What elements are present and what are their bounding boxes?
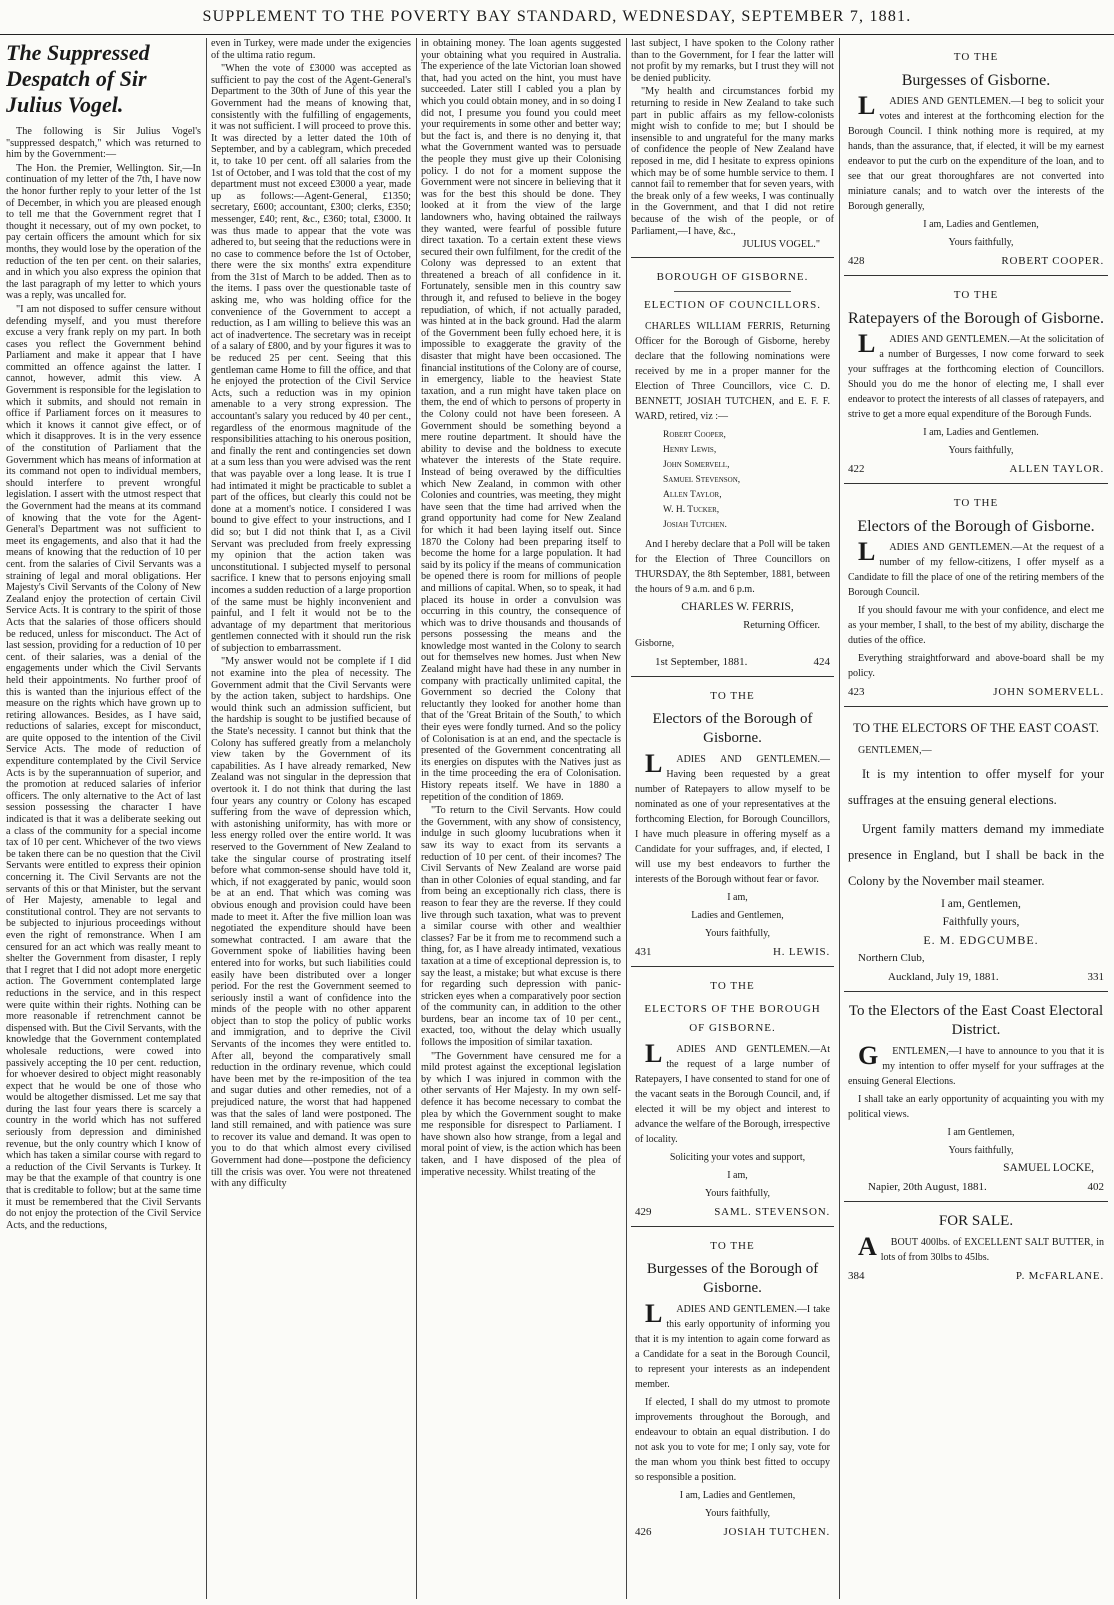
advert-heading: Electors of the Borough of Gisborne. [652,710,813,746]
advert-heading: Ratepayers of the Borough of Gisborne. [848,310,1104,327]
article-paragraph: "To return to the Civil Servants. How could the Government, with any show of consistency, indulge in such gloomy lucubrations when it saw its way to exact from its servants a reduction of 10 per cent. of their incomes? The Civil Servants of New Zealand are worse paid than in other Colonies of equal standing, and far from being an exceptionally rich class, there is reason to fear they are the reverse. If they could live through such taxation, what was to prevent a similar course with other and wealthier classes? Far be it from me to recommend such a thing, for, as I have already intimated, vexatious taxation at a time of exceptional depression is, to say the least, a mistake; but what excuse is there for regarding such depression with panic-stricken eyes when a comparatively poor section of the community can, in addition to the other burdens, bear an income tax of 10 per cent., exacted, too, without the delay which usually follows the imposition of similar taxation. [421,805,621,1049]
advert-locke [844,992,1108,1202]
nominee: John Somervell, [663,459,730,470]
borough-election-notice [631,258,834,677]
signer-role: Returning Officer. [743,619,820,631]
notice-date: 1st September, 1881. [655,655,748,668]
closing: Soliciting your votes and support, [669,1151,806,1163]
closing: Yours faithfully, [704,927,770,939]
nominee: W. H. Tucker, [663,504,720,515]
advert-number: 402 [1087,1181,1104,1193]
poll-notice: And I hereby declare that a Poll will be taken for the Election of Three Councillors on THURSDAY, the 8th September, 1881, between the hours of 9 a.m. and 6 p.m. [635,538,830,595]
closing: I am, [727,891,748,903]
advert-taylor [844,276,1108,484]
nominee: Josiah Tutchen. [663,519,727,530]
advert-number: 431 [635,945,652,958]
closing: Yours faithfully, [704,1187,770,1199]
advert-to: TO THE [953,289,999,301]
closing: Yours faithfully, [948,445,1014,456]
advert-body: A BOUT 400lbs. of EXCELLENT SALT BUTTER, in lots of from 30lbs to 45lbs. [858,1232,1104,1263]
closing: Yours faithfully, [704,1507,770,1519]
advert-number: 426 [635,1525,652,1538]
closing: I am, Ladies and Gentlemen, [923,219,1039,230]
advert-heading: Burgesses of the Borough of Gisborne. [646,1260,819,1296]
advert-signer: P. McFARLANE. [1015,1270,1104,1282]
article-intro: The following is Sir Julius Vogel's "suppressed despatch," which was returned to him by the Government:— [6,126,201,161]
advert-body: L ADIES AND GENTLEMEN.—I take this early opportunity of informing you that it is my intention to again come forward as a Candidate for a seat in the Borough Council, to represent your interests as an independent member. [635,1298,830,1390]
advert-body: L ADIES AND GENTLEMEN.—At the request of a number of my fellow-citizens, I offer myself as a Candidate to fill the place of one of the retiring members of the Borough Council. [848,537,1104,598]
advert-number: 384 [848,1270,865,1282]
advert-lewis [631,677,834,967]
advert-number: 331 [1087,971,1104,983]
advert-body: L ADIES AND GENTLEMEN.—I beg to solicit your votes and interest at the forthcoming election for the Borough Council. I think nothing more is required, at my hands, than the assurance, that, if elected, it will be my earnest endeavor to put the curb on the expenditure of the loan, and to see that our great thoroughfares are not converted into miniature canals; and to watch over the interests of the Borough generally, [848,91,1104,212]
advert-heading: TO THE ELECTORS OF THE EAST COAST. [853,720,1099,735]
advert-heading: Burgesses of Gisborne. [901,72,1051,89]
article-paragraph: "The Government have censured me for a mild protest against the exceptional legislation by which I was injured in common with the other servants of Her Majesty. In my own self-defence it has become necessary to combat the plea by which the Government sought to make me responsible for disrespect to Parliament. I have shown also how strange, from a legal and moral point of view, is the action which has been taken, and I have disposed of the plea of imperative necessity. Whilst treating of the [421,1050,621,1178]
advert-cooper [844,38,1108,276]
nominee-list [635,428,830,533]
advert-signer: H. LEWIS. [773,945,830,958]
advert-tutchen [631,1227,834,1546]
notice-heading: BOROUGH OF GISBORNE. [656,270,809,283]
advert-to: TO THE [710,689,755,702]
advert-signer: JOSIAH TUTCHEN. [723,1525,830,1538]
notice-body: CHARLES WILLIAM FERRIS, Returning Officer for the Borough of Gisborne, hereby declare that the following nominations were received by me in a proper manner for the Election of Three Councillors, vice C. D. BENNETT, JOSIAH TUTCHEN, and E. F. F. WARD, retired, viz :— [635,320,830,422]
advert-body: If you should favour me with your confidence, and elect me as your member, I shall, to the best of my ability, discharge the duties of the office. [848,605,1104,646]
advert-salutation: GENTLEMEN,— [858,745,932,756]
advert-signer: ALLEN TAYLOR. [1009,463,1104,475]
advert-heading: FOR SALE. [938,1213,1014,1229]
despatch-column-3 [421,38,621,1599]
advert-body: Urgent family matters demand my immediate presence in England, but I shall be back in the Colony by the November mail steamer. [848,822,1104,888]
advert-to: TO THE [953,497,999,509]
article-paragraph: "I am not disposed to suffer censure without defending myself, and you must therefore excuse a very frank reply on my part. In both cases you reflect the Government behind Parliament and make it appear that I have committed an offence against the latter. I cannot, however, admit this view. A Government is responsible for the legislation to which it submits, and should not remain in office if Parliament forces on it measures to which it knows it cannot give effect, or of which it disapproves. It is in the very essence of the constitution of Parliament that the Government which has means of information at its command not open to individual members, should interfere to prevent wrongful legislation. I assert with the utmost respect that the Government had the means at its command of knowing that the vote for the Agent-General's Department was not sufficient to meet its engagements, and also that it had the means of knowing that the reduction of 10 per cent. from the salaries of Civil Servants was a straining of legal and moral obligations. Her Majesty's Civil Servants of the Colony of New Zealand enjoy the protection of certain Civil Service Acts. It is contrary to the spirit of those Acts that the salaries of those officers should be reduced, unless for misconduct. The Act of last session, providing for a reduction of 10 per cent. of their salaries, was a denial of the engagements under which the Civil Servants held their appointments. No further proof of this is wanted than the injurious effect of the measure on the rights which have grown up to retiring allowances. Besides, as I have said, reductions of salaries, except for misconduct, are quite opposed to the intention of the Civil Service Acts. The mode of reduction of expenditure contemplated by the Civil Service Acts is by the superannuation of superior, and the promotion at reduced salaries of inferior officers. The only alternative to the Act of last session possessing the character I have indicated is that it was a deliberate seeking out a class of the community for a special income tax of 10 per cent. Whichever of the two views be taken there can be no question that the Civil Servants were entitled to express their opinion concerning it. The Civil Servants are not the servants of this or that Minister, but the servant of Her Majesty, amenable to legal and constitutional control. They are not servants to be subjected to injurious proceedings without even the right of remonstrance. When I am censured for an act which was really meant to shelter the Government from disaster, I reply that I regret that I did not adopt more energetic action. The Government contemplated large reductions in the service, and in this respect were quite within their rights. Nothing can be more reasonable if retrenchment cannot be dispensed with. But the Civil Servants, with the knowledge that the Government contemplated wholesale reductions, were cowed into passively accepting the 10 per cent. reduction, for whoever desired to object might reasonably expect that he would be one of those who would be altogether dismissed. Let me say that during the last four years there is scarcely a country in the world which has not suffered seriously from depression and diminished revenue, but the only country which I know of which has taken a similar course with regard to a reduction of the Civil Servants is Turkey. It may be that the example of that country is one that is creditable to follow; but at the same time it must be remembered that the Civil Servants do not enjoy the protection of the Civil Service Acts, and the reductions, [6,303,201,1231]
advert-heading: To the Electors of the East Coast Electoral District. [848,1003,1104,1038]
article-paragraph: "My answer would not be complete if I did not examine into the plea of necessity. The Government admit that the Civil Servants were by the action taken, subject to hardships. One would think such an admission sufficient, but the hardship is sought to be justified because of the State's necessity. I cannot but think that the Colony has suffered greatly from a melancholy view taken by the Government of its capabilities. As I have already remarked, New Zealand was not singular in the depression that overtook it. I do not think that during the last four years any country or Colony has escaped suffering from the wave of depression which, with astonishing uniformity, has with more or less energy rolled over the entire world. It was reserved to the Government of New Zealand to take the singular course of prostrating itself before what common-sense should have told it, which, if not exaggerated by panic, would soon be at an end. That which was coming was obvious enough and provision could have been made to meet it. After the five million loan was negotiated the expenditure should have been somewhat contracted. I am aware that the Government spoke of liabilities having been entered into for works, but such liabilities could easily have been distributed over a longer period. For the rest the Government seemed to seriously instil a want of confidence into the minds of the people with no other apparent object than to stop the policy of public works and immigration, and to deprive the Civil Servants of the incomes they were entitled to. After all, beyond the comparatively small reduction in the ordinary revenue, which could have been met by the re-imposition of the tea and sugar duties and other remedies, not of a prejudiced nature, the worst that had happened was that the sales of land were postponed. The land still remained, and with patience was sure to recover its value and demand. It was open to you to do that which almost every civilised Government had done—postpone the deficiency till the crisis was over. You were not threatened with any difficulty [211,656,411,1190]
despatch-column-2 [211,38,411,1599]
advert-club: Northern Club, [858,952,925,964]
advert-stevenson [631,967,834,1227]
advert-body: L ADIES AND GENTLEMEN.—At the request of a large number of Ratepayers, I have consented to stand for one of the vacant seats in the Borough Council, and, if elected it will be my object and interest to advance the welfare of the Borough, irrespective of locality. [635,1038,830,1145]
nominee: Robert Cooper, [663,429,726,440]
article-paragraph: "When the vote of £3000 was accepted as sufficient to pay the cost of the Agent-General's Department to the 30th of June of this year the Government had the means of knowing that, consistently with the fulfilling of engagements, it was not sufficient. I will proceed to prove this. It was directed by a letter dated the 10th of September, and by a cablegram, which preceded it, to take 10 per cent. off all salaries from the 1st of October, and I was told that the cost of my department must not exceed £3000 a year, made up as follows:—Agent-General, £1350; secretary, £600; accountant, £300; clerks, £350; messenger, £40; rent, &c., £360; total, £3000. It was thus made to appear that the vote was adhered to, but seeing that the reductions were in no case to commence before the 1st of October, there were the six months' extra expenditure from the 31st of March to be added. Then as to the items. I pass over the questionable taste of asking me, who was holding office for the convenience of the Government to accept a reduction, as I am willing to believe this was an act of inadvertence. The secretary was in receipt of a salary of £800, and by your figures it was to be reduced 25 per cent. Seeing that this gentleman came Home to fill the office, and that he enjoyed the protection of the Civil Service Acts, such a reduction was in my opinion amenable to a very strong expression. The accountant's salary you reduced by 40 per cent., regardless of the enormous magnitude of the responsibilities attaching to his onerous position, and finally the rent and contingencies set down at a sum less than you were advised was the rent that was payable over a long lease. It is true I had intimated it might be practicable to sublet a part of the offices, but clearly this could not be done at a moment's notice. I considered I was bound to give effect to your instructions, and I did so; but I did not think that I, as a Civil Servant was precluded from freely expressing my opinion that the action taken was unconstitutional. I subjected myself to personal sacrifice. I knew that to persons enjoying small incomes a sudden reduction of a large proportion of the same must be highly inconvenient and painful, and I felt it would not be to the advantage of my department that meritorious gentlemen connected with it should run the risk of subjection to embarrassment. [211,63,411,654]
nominee: Samuel Stevenson, [663,474,741,485]
advert-to: TO THE [710,1239,755,1252]
advert-body: I shall take an early opportunity of acquainting you with my political views. [848,1094,1104,1120]
advert-body: It is my intention to offer myself for your suffrages at the ensuing general elections. [848,767,1104,807]
advert-date: Auckland, July 19, 1881. [888,971,999,983]
article-paragraph: in obtaining money. The loan agents suggested your obtaining what you required in Australia. The experience of the late Victorian loan showed that, had you acted on the hint, you must have succeeded. Later still I cabled you a plan by which you could obtain money, and in so doing I did not, I presume you found you could meet your requirements in some other and better way; but the fact is, and there is no denying it, that what the Government wanted was to persuade the people they must give up their Colonising policy. I do not for a moment suppose the Government were not sincere in believing that it was for the best this should be done. They looked at it from the view of the large landowners who, having obtained the railways they wanted, were fearful of possible future direct taxation. To a certain extent these views secured their own fulfilment, for the credit of the Colony was depressed to an extent that threatened a breach of all confidence in it. Fortunately, sensible men in this country saw through it, and refused to believe in the bogey repudiation, of which, if not actually paraded, was hinted at in the back ground. Had the alarm of the Government been fully echoed here, it is impossible to exaggerate the gravity of the disaster that might have been occasioned. The financial institutions of the Colony are of course, in emergency, liable to the heaviest State taxation, and a run might have taken place on them, the end of which to persons of property in the Colony could not have been foreseen. A Government should be something beyond a mere routine department. It should have the ability to devise and the boldness to execute whatever the interests of the State require. Instead of being overawed by the difficulties which New Zealand, in common with other Colonies and countries, was meeting, they might have seen that the time had arrived when the grand opportunity had come for New Zealand for which it had been laying itself out. Since 1870 the Colony had been preparing itself to become the home for a large population. It had said by its policy if the means of communication be opened there is room for millions of people and millions of capital. When, so to speak, it had placed its house in order a convulsion was occurring in this country, the consequence of which was to drive thousands and thousands of persons possessing the means and the knowledge most wanted in the Colony to search out for themselves new homes. Just when New Zealand might have had these in any number in company with practically unlimited capital, the Government so decried the Colony that reluctantly they looked for another home than that of the 'Great Britain of the South,' to which their eyes were fondly turned. And so the policy of Colonisation is at an end, and the spectacle is presented of the Government concentrating all its energies on disputes with the Natives just as in the time proceeding the era of Colonisation. History repeats itself. We have in 1880 a repetition of the condition of 1869. [421,38,621,803]
article-paragraph: last subject, I have spoken to the Colony rather than to the Government, for I fear the latter will not profit by my remarks, but I trust they will not be denied publicity. [631,38,834,84]
advert-to: TO THE [710,979,755,992]
nominee: Henry Lewis, [663,444,717,455]
closing: Yours faithfully, [948,237,1014,248]
advert-body: G ENTLEMEN,—I have to announce to you that it is my intention to offer myself for your suffrages at the ensuing General Elections. [848,1041,1104,1087]
article-signature: JULIUS VOGEL." [631,239,834,258]
closing: Ladies and Gentlemen, [691,909,784,921]
advert-edgcumbe [844,707,1108,992]
advert-signer: ROBERT COOPER. [1001,255,1104,267]
article-paragraph: "My health and circumstances forbid my returning to reside in New Zealand to take such part in public affairs as my fellow-colonists might wish to confide to me; but I should be insensible to and ungrateful for the many marks of confidence the people of New Zealand have reposed in me, did I hesitate to express opinions which may be of some humble service to them. I cannot fail to remember that for seven years, with the break only of a few weeks, I was continually in the Government, and that I did not retire because of the wish of the people, or of Parliament,—I have, &c., [631,86,834,237]
advert-number: 429 [635,1205,652,1218]
nominee: Allen Taylor, [663,489,722,500]
closing: I am, [727,1169,748,1181]
advert-signer: E. M. EDGCUMBE. [923,933,1039,947]
advert-signer: SAML. STEVENSON. [714,1205,830,1218]
advert-body: L ADIES AND GENTLEMEN.—Having been requested by a great number of Ratepayers to allow myself to be nominated as one of your representatives at the forthcoming Election, for Borough Councillors, I have much pleasure in offering myself as a Candidate for your suffrages, and, if elected, I will use my best endeavors to further the interests of the Borough without fear or favor. [635,748,830,885]
notice-subheading: ELECTION OF COUNCILLORS. [643,298,822,311]
notice-number: 424 [813,655,830,668]
advert-for-sale [844,1202,1108,1290]
closing: I am Gentlemen, [947,1127,1015,1138]
advert-heading: Electors of the Borough of Gisborne. [857,518,1095,535]
signer-name: CHARLES W. FERRIS, [681,600,794,613]
advert-number: 428 [848,255,865,267]
column-4 [631,38,834,1599]
advert-number: 423 [848,686,865,698]
notice-place: Gisborne, [635,637,675,649]
closing: Yours faithfully, [948,1145,1014,1156]
article-address: The Hon. the Premier, Wellington. Sir,—In continuation of my letter of the 7th, I have now the honor further reply to your letter of the 1st of December, in which you are pleased enough to tell me that the Government regret that I thought it necessary, out of my own pocket, to pay certain officers the amount which for six months, they would lose by the operation of the reduction of the ten per cent. on their salaries, and in which you also express the opinion that the last paragraph of my letter to which yours was a reply, was uncalled for. [6,162,201,302]
advert-date: Napier, 20th August, 1881. [868,1181,987,1193]
advert-to: TO THE [953,51,999,63]
closing: I am, Ladies and Gentlemen, [679,1489,796,1501]
article-paragraph: even in Turkey, were made under the exigencies of the ultima ratio regum. [211,38,411,61]
masthead: SUPPLEMENT TO THE POVERTY BAY STANDARD, WEDNESDAY, SEPTEMBER 7, 1881. [0,8,1114,35]
article-title: The Suppressed Despatch of Sir Julius Vogel. [6,40,150,117]
despatch-column-1 [6,38,201,1599]
advert-heading: ELECTORS OF THE BOROUGH OF GISBORNE. [644,1002,821,1034]
advert-body: Everything straightforward and above-board shall be my policy. [848,653,1104,679]
advert-body: L ADIES AND GENTLEMEN.—At the solicitation of a number of Burgesses, I now come forward to seek your suffrages at the forthcoming election of Councillors. Should you do me the honor of electing me, I shall ever endeavor to protect the interests of all classes of ratepayers, and strive to get a more equal expenditure of the Borough Funds. [848,329,1104,420]
advert-number: 422 [848,463,865,475]
closing: Faithfully yours, [942,916,1020,928]
closing: I am, Gentlemen, [941,898,1021,910]
advert-signer: SAMUEL LOCKE, [1003,1162,1094,1174]
advert-somervell [844,484,1108,707]
advert-body: If elected, I shall do my utmost to promote improvements throughout the Borough, and endeavour to obtain an equal distribution. I do not ask you to vote for me; I only say, vote for the man whom you think best fitted to occupy so responsible a position. [635,1396,830,1483]
closing: I am, Ladies and Gentlemen. [923,427,1039,438]
column-5 [844,38,1108,1599]
advert-signer: JOHN SOMERVELL. [993,686,1104,698]
